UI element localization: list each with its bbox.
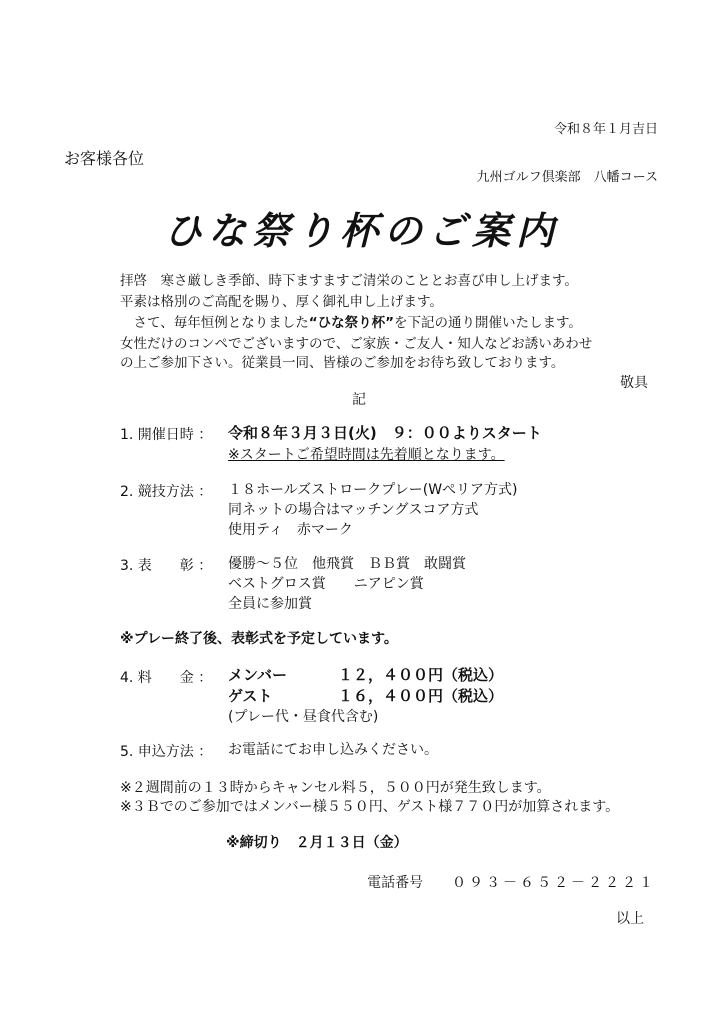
deadline: ※締切り ２月１３日（金）: [226, 835, 408, 851]
item-method-line-3: 使用ティ 赤マーク: [228, 522, 353, 538]
event-name-quote: “ひな祭り杯”: [308, 315, 394, 331]
fee-member-label: メンバー: [228, 666, 287, 684]
threeb-note: ※３Ｂでのご参加ではメンバー様５５０円、ゲスト様７７０円が加算されます。: [120, 799, 620, 815]
ceremony-note: ※プレー終了後、表彰式を予定しています。: [120, 631, 398, 647]
item-fee-label: 4. 料 金 ：: [120, 670, 213, 686]
item-method-line-2: 同ネットの場合はマッチングスコア方式: [228, 502, 479, 518]
closing-ijou: 以上: [616, 911, 644, 927]
item-award-label: 3. 表 彰 ：: [120, 558, 213, 574]
fee-guest-label: ゲスト: [228, 687, 273, 705]
intro-line-3-start: さて、毎年恒例となりました: [120, 315, 309, 331]
addressee: お客様各位: [64, 149, 145, 168]
item-apply-value: お電話にてお申し込みください。: [228, 742, 438, 758]
phone-label: 電話番号: [367, 875, 424, 891]
item-award-line-1: 優勝～５位 他飛賞 ＢＢ賞 敢闘賞: [228, 556, 466, 572]
item-date-label: 1. 開催日時 ：: [120, 427, 213, 443]
item-date-value: 令和８年３月３日(火) ９：００よりスタート: [228, 424, 542, 442]
fee-member-value: １２，４００円（税込）: [338, 666, 504, 684]
sender: 九州ゴルフ倶楽部 八幡コース: [476, 170, 658, 185]
fee-member-row: [228, 664, 503, 685]
fee-guest-value: １６，４００円（税込）: [338, 687, 504, 705]
intro-line-3: [120, 315, 582, 332]
intro-line-5: の上ご参加下さい。従業員一同、皆様のご参加をお待ち致しております。: [120, 355, 565, 371]
item-date-note: ※スタートご希望時間は先着順となります。: [228, 447, 505, 463]
item-method-label: 2. 競技方法 ：: [120, 484, 213, 500]
item-apply-label: 5. 申込方法 ：: [120, 744, 213, 760]
item-award-line-3: 全員に参加賞: [228, 596, 312, 612]
closing-keigu: 敬具: [620, 375, 648, 391]
cancel-note: ※２週間前の１３時からキャンセル料５，５００円が発生致します。: [120, 780, 551, 796]
item-award-line-2: ベストグロス賞 ニアピン賞: [228, 576, 424, 592]
intro-line-4: 女性だけのコンペでございますので、ご家族・ご友人・知人などお誘いあわせ: [120, 336, 593, 352]
document-date: 令和８年１月吉日: [553, 122, 658, 137]
phone-row: [367, 872, 656, 892]
item-method-line-1: １８ホールズストロークプレー(Wぺリア方式): [228, 482, 518, 498]
phone-number: ０９３－６５２－２２２１: [452, 875, 656, 891]
ki-heading: 記: [352, 392, 366, 408]
page-title: ひな祭り杯のご案内: [163, 208, 560, 253]
intro-line-3-end: を下記の通り開催いたします。: [393, 315, 582, 331]
fee-note: (プレー代・昼食代含む): [228, 709, 379, 725]
intro-line-1: 拝啓 寒さ厳しき季節、時下ますますご清栄のこととお喜び申し上げます。: [120, 273, 578, 289]
intro-line-2: 平素は格別のご高配を賜り、厚く御礼申し上げます。: [120, 294, 443, 310]
fee-guest-row: [228, 685, 503, 706]
